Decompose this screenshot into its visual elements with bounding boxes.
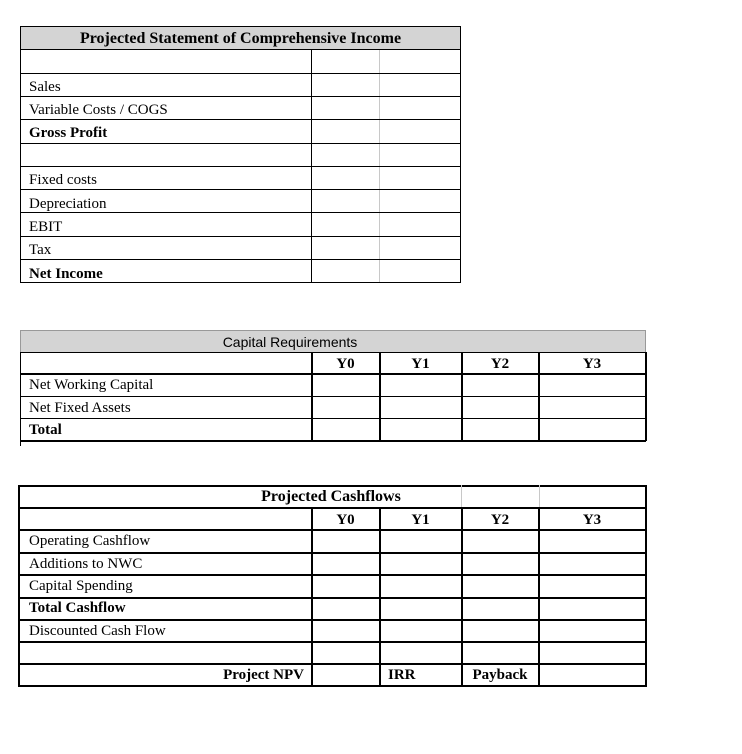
capital-row-total: Total	[29, 422, 62, 438]
cashflow-year-y3: Y3	[582, 512, 602, 528]
income-row-sales: Sales	[29, 79, 61, 95]
irr-label: IRR	[388, 667, 416, 683]
cashflows-title: Projected Cashflows	[261, 488, 401, 505]
cashflow-row-additions-nwc: Additions to NWC	[29, 556, 143, 572]
cashflow-row-capital-spending: Capital Spending	[29, 578, 133, 594]
income-row-depreciation: Depreciation	[29, 196, 107, 212]
cashflow-year-y0: Y0	[336, 512, 355, 528]
capital-row-nfa: Net Fixed Assets	[29, 400, 131, 416]
capital-year-y1: Y1	[411, 356, 430, 372]
income-row-gross-profit: Gross Profit	[29, 125, 108, 141]
payback-label: Payback	[472, 667, 528, 683]
cashflow-row-operating: Operating Cashflow	[29, 533, 151, 549]
capital-year-y2: Y2	[490, 356, 510, 372]
capital-row-nwc: Net Working Capital	[29, 377, 154, 393]
income-row-tax: Tax	[29, 242, 52, 258]
cashflow-row-total: Total Cashflow	[29, 600, 126, 616]
cashflow-row-discounted: Discounted Cash Flow	[29, 623, 166, 639]
cashflow-year-y1: Y1	[411, 512, 430, 528]
income-row-variable-costs: Variable Costs / COGS	[29, 102, 168, 118]
capital-requirements-title: Capital Requirements	[222, 334, 358, 350]
income-statement-title: Projected Statement of Comprehensive Income	[79, 30, 402, 47]
capital-year-y0: Y0	[336, 356, 355, 372]
income-row-ebit: EBIT	[29, 219, 63, 235]
capital-year-y3: Y3	[582, 356, 602, 372]
project-npv-label: Project NPV	[223, 667, 304, 683]
cashflow-year-y2: Y2	[490, 512, 510, 528]
income-row-net-income: Net Income	[29, 266, 103, 282]
income-row-fixed-costs: Fixed costs	[29, 172, 97, 188]
